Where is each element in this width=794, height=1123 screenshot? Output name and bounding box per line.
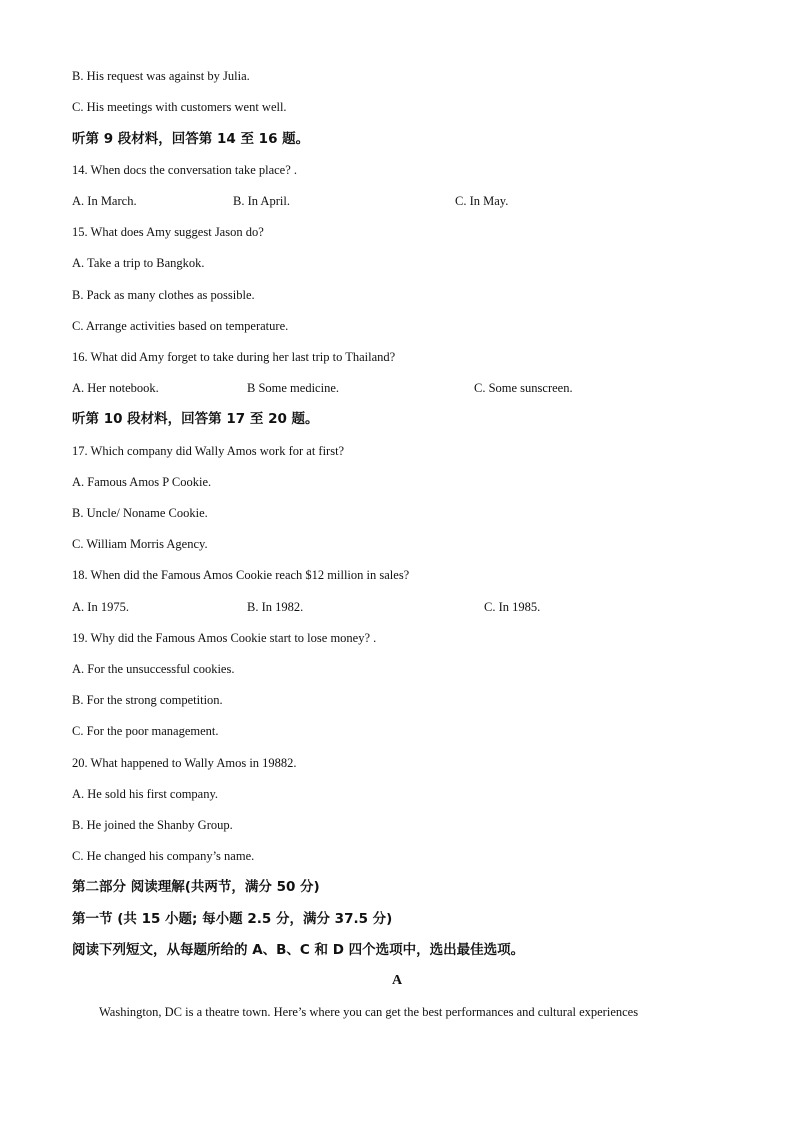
q19-option-a: A. For the unsuccessful cookies. bbox=[72, 662, 235, 676]
passage-first-line: Washington, DC is a theatre town. Here’s where you can get the best performances and cultural experiences bbox=[99, 1005, 639, 1019]
q16-option-c: C. Some sunscreen. bbox=[474, 381, 573, 395]
question-14: 14. When docs the conversation take place? . bbox=[72, 163, 298, 177]
section-heading-10: 听第 10 段材料，回答第 17 至 20 题。 bbox=[72, 411, 319, 427]
question-20: 20. What happened to Wally Amos in 19882. bbox=[72, 756, 297, 770]
q14-option-c: C. In May. bbox=[455, 194, 509, 208]
question-17: 17. Which company did Wally Amos work for at first? bbox=[72, 444, 345, 458]
q16-option-b: B Some medicine. bbox=[247, 381, 339, 395]
q20-option-c: C. He changed his company’s name. bbox=[72, 849, 255, 863]
question-18: 18. When did the Famous Amos Cookie reach $12 million in sales? bbox=[72, 568, 410, 582]
question-19: 19. Why did the Famous Amos Cookie start to lose money? . bbox=[72, 631, 377, 645]
question-16: 16. What did Amy forget to take during her last trip to Thailand? bbox=[72, 350, 396, 364]
q18-option-c: C. In 1985. bbox=[484, 600, 541, 614]
q18-option-b: B. In 1982. bbox=[247, 600, 304, 614]
q18-option-a: A. In 1975. bbox=[72, 600, 129, 614]
reading-instruction: 阅读下列短文，从每题所给的 A、B、C 和 D 四个选项中，选出最佳选项。 bbox=[72, 942, 525, 958]
part-two-heading: 第二部分 阅读理解(共两节，满分 50 分) bbox=[72, 879, 320, 895]
q14-option-b: B. In April. bbox=[233, 194, 290, 208]
question-15: 15. What does Amy suggest Jason do? bbox=[72, 225, 264, 239]
option-c-previous: C. His meetings with customers went well. bbox=[72, 100, 287, 114]
q17-option-a: A. Famous Amos P Cookie. bbox=[72, 475, 212, 489]
passage-label: A bbox=[391, 973, 403, 988]
q17-option-b: B. Uncle/ Noname Cookie. bbox=[72, 506, 208, 520]
q15-option-b: B. Pack as many clothes as possible. bbox=[72, 288, 255, 302]
option-b-previous: B. His request was against by Julia. bbox=[72, 69, 250, 83]
section-heading-9: 听第 9 段材料，回答第 14 至 16 题。 bbox=[72, 131, 310, 147]
q16-option-a: A. Her notebook. bbox=[72, 381, 159, 395]
q19-option-b: B. For the strong competition. bbox=[72, 693, 223, 707]
q19-option-c: C. For the poor management. bbox=[72, 724, 219, 738]
q20-option-a: A. He sold his first company. bbox=[72, 787, 219, 801]
q15-option-a: A. Take a trip to Bangkok. bbox=[72, 256, 205, 270]
q15-option-c: C. Arrange activities based on temperature. bbox=[72, 319, 289, 333]
q14-option-a: A. In March. bbox=[72, 194, 137, 208]
part-two-section-one-heading: 第一节 (共 15 小题; 每小题 2.5 分，满分 37.5 分) bbox=[72, 911, 393, 927]
q17-option-c: C. William Morris Agency. bbox=[72, 537, 208, 551]
q20-option-b: B. He joined the Shanby Group. bbox=[72, 818, 233, 832]
